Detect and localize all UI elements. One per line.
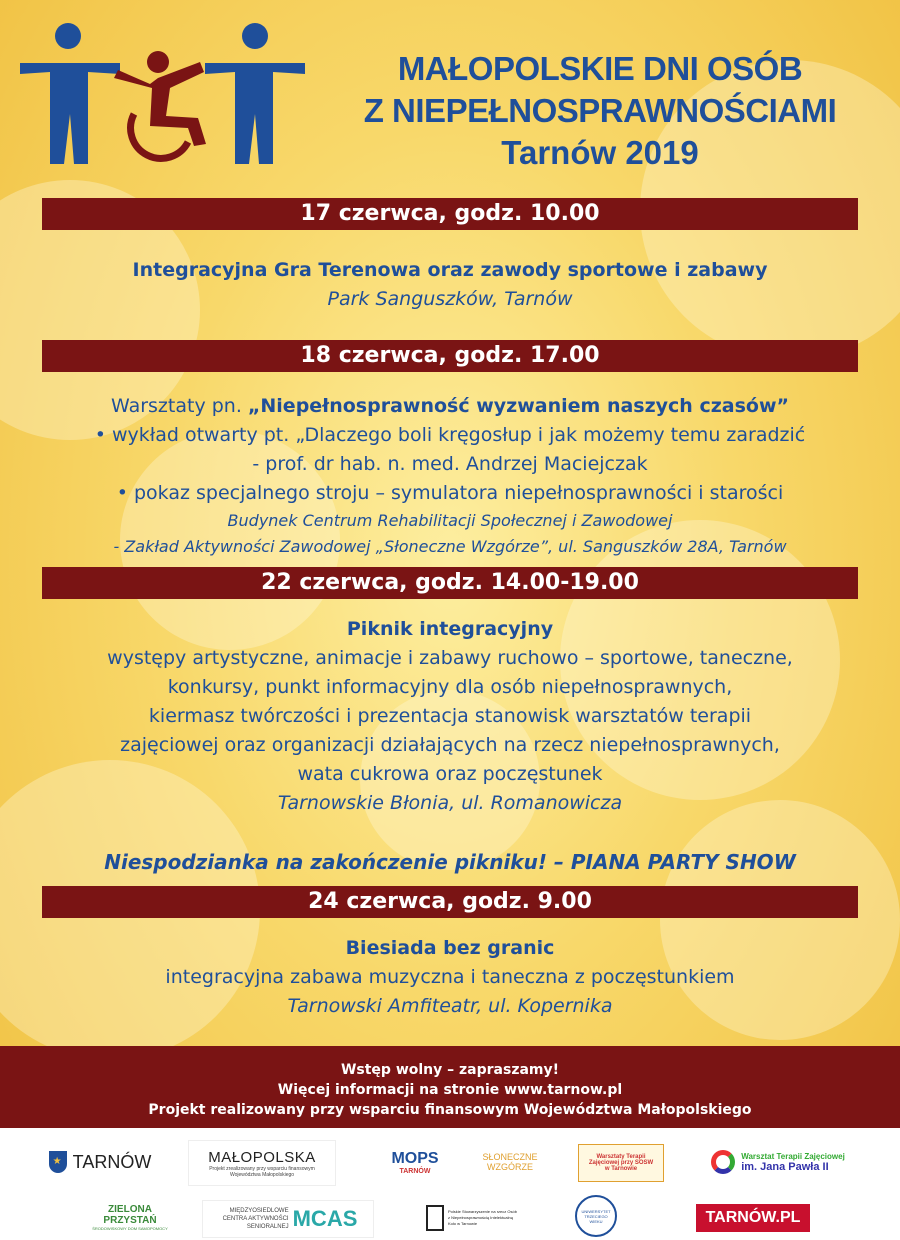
event-location: Tarnowskie Błonia, ul. Romanowicza [277, 792, 623, 814]
logo-text: im. Jana Pawła II [741, 1160, 829, 1173]
event-title: Piknik integracyjny [346, 618, 554, 640]
event-title: Biesiada bez granic [345, 937, 555, 959]
event-detail: • pokaz specjalnego stroju – symulatora niepełnosprawności i starości [116, 482, 784, 504]
info-footer [0, 1046, 900, 1128]
logo-text: MCAS [292, 1206, 358, 1231]
logo-subtext: Projekt zrealizowany przy wsparciu finansowym Województwa Małopolskiego [209, 1165, 315, 1178]
event-section [0, 256, 900, 314]
logo-tarnow [40, 1144, 160, 1180]
title-line-2: Z NIEPEŁNOSPRAWNOŚCIAMI [363, 92, 837, 129]
more-info-text: Więcej informacji na stronie www.tarnow.pl [277, 1082, 623, 1098]
event-detail: wata cukrowa oraz poczęstunek [297, 763, 603, 785]
logo-wtz-sosw [578, 1144, 664, 1182]
logo-text: TARNÓW [72, 1151, 152, 1172]
event-detail: występy artystyczne, animacje i zabawy ruchowo – sportowe, taneczne, [107, 647, 793, 669]
tarnow-crest-icon: ★ [49, 1151, 67, 1173]
utw-seal-icon [575, 1195, 617, 1237]
logo-text: MOPS [391, 1149, 439, 1167]
integration-people-logo-icon [10, 18, 310, 168]
logo-text: Polskie Stowarzyszenie na rzecz Osób z Niepełnosprawnością Intelektualną Koło w Tarnowie [448, 1209, 517, 1226]
event-location: Budynek Centrum Rehabilitacji Społecznej i Zawodowej [227, 511, 673, 530]
event-detail: zajęciowej oraz organizacji działających na rzecz niepełnosprawnych, [120, 734, 780, 756]
event-section [0, 392, 900, 560]
event-location: Tarnowski Amfiteatr, ul. Kopernika [287, 995, 613, 1017]
logo-mops [382, 1144, 448, 1180]
event-title [0, 392, 900, 421]
event-detail: • wykład otwarty pt. „Dlaczego boli kręgosłup i jak możemy temu zaradzić [94, 424, 806, 446]
logo-psoni [422, 1200, 522, 1236]
logo-text: MAŁOPOLSKA [208, 1148, 316, 1166]
event-section [0, 615, 900, 877]
event-date-bar: 18 czerwca, godz. 17.00 [42, 340, 858, 372]
logo-text: Warsztat Terapii Zajęciowej [741, 1151, 845, 1161]
poster-header [0, 0, 900, 195]
poster-title [320, 48, 880, 174]
event-location: - Zakład Aktywności Zawodowej „Słoneczne Wzgórze”, ul. Sanguszków 28A, Tarnów [113, 537, 787, 556]
event-title-prefix: Warsztaty pn. [111, 395, 248, 417]
logo-subtext: TARNÓW [399, 1167, 431, 1175]
logo-tarnow-pl [696, 1204, 810, 1232]
sponsor-logos [0, 1128, 900, 1240]
logo-subtext: ŚRODOWISKOWY DOM SAMOPOMOCY [92, 1225, 168, 1231]
logo-text: ZIELONA PRZYSTAŃ [103, 1203, 157, 1226]
event-location: Park Sanguszków, Tarnów [327, 288, 573, 310]
event-detail: konkursy, punkt informacyjny dla osób niepełnosprawnych, [167, 676, 733, 698]
title-line-3: Tarnów 2019 [501, 134, 699, 171]
event-date-bar: 22 czerwca, godz. 14.00-19.00 [42, 567, 858, 599]
logo-text: UNIWERSYTET TRZECIEGO WIEKU [581, 1208, 611, 1224]
logo-mcas [202, 1200, 374, 1238]
logo-text: TARNÓW.PL [705, 1209, 801, 1226]
logo-text: Warsztaty Terapii Zajęciowej przy SOSW w Tarnowie [588, 1154, 654, 1172]
event-detail: integracyjna zabawa muzyczna i taneczna z poczęstunkiem [165, 966, 735, 988]
colorful-ring-icon [711, 1150, 735, 1174]
logo-wtz-jana-pawla [698, 1144, 858, 1180]
surprise-announcement: Niespodzianka na zakończenie pikniku! – PIANA PARTY SHOW [104, 850, 796, 874]
title-line-1: MAŁOPOLSKIE DNI OSÓB [397, 50, 803, 87]
logo-text-group [741, 1152, 845, 1173]
event-title: Integracyjna Gra Terenowa oraz zawody sportowe i zabawy [132, 259, 768, 281]
logo-utw [572, 1194, 620, 1238]
logo-malopolska [188, 1140, 336, 1186]
free-entry-text: Wstęp wolny – zapraszamy! [340, 1062, 560, 1078]
funding-text: Projekt realizowany przy wsparciu finansowym Województwa Małopolskiego [148, 1102, 752, 1118]
event-detail: - prof. dr hab. n. med. Andrzej Maciejczak [252, 453, 648, 475]
event-date-bar: 17 czerwca, godz. 10.00 [42, 198, 858, 230]
logo-zielona-przystan [90, 1200, 170, 1234]
event-detail: kiermasz twórczości i prezentacja stanowisk warsztatów terapii [148, 705, 752, 727]
logo-subtext: MIĘDZYOSIEDLOWE CENTRA AKTYWNOŚCI SENIORALNEJ [222, 1208, 289, 1230]
logo-sloneczne-wzgorze [470, 1144, 550, 1180]
event-date-bar: 24 czerwca, godz. 9.00 [42, 886, 858, 918]
psoni-emblem-icon [426, 1205, 444, 1231]
logo-text: SŁONECZNE WZGÓRZE [482, 1152, 538, 1172]
event-section [0, 934, 900, 1021]
workshop-name: „Niepełnosprawność wyzwaniem naszych czasów” [247, 395, 789, 417]
